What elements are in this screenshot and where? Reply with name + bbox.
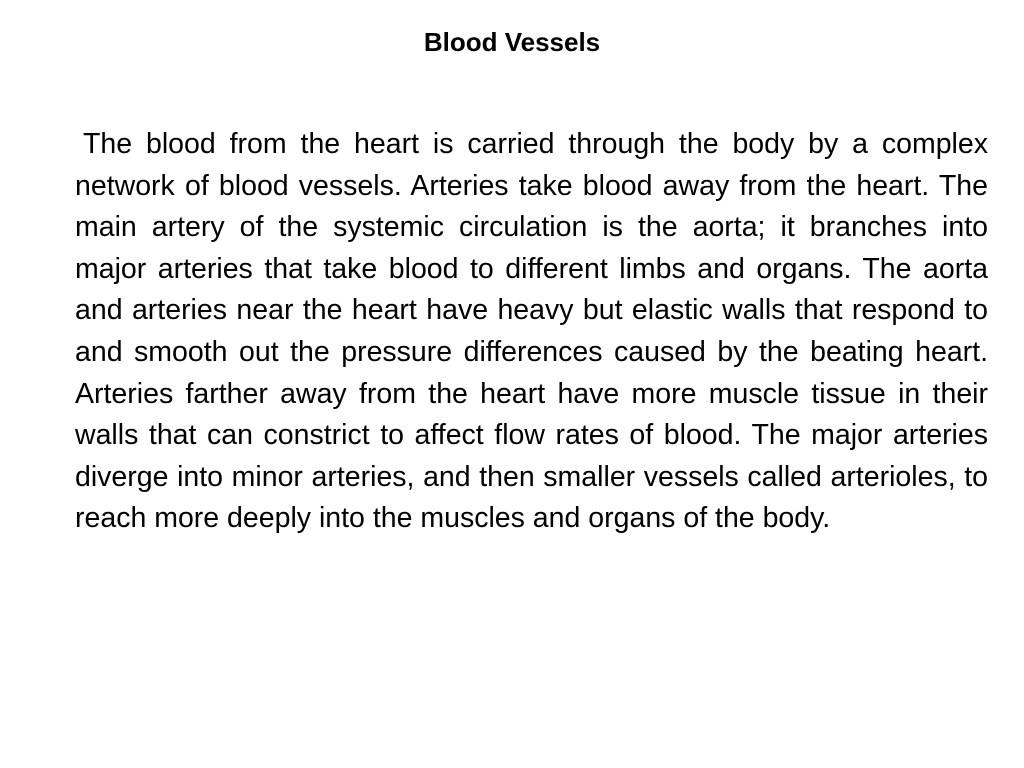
slide-title: Blood Vessels (423, 27, 601, 57)
body-paragraph: The blood from the heart is carried through the body by a complex network of blood vessels. Arteries take blood away from the heart. The main artery of the systemic circulation is the aorta; it branches into major arteries that take blood to different limbs and organs. The aorta and arteries near the heart have heavy but elastic walls that respond to and smooth out the pressure differences caused by the beating heart. Arteries farther away from the heart have more muscle tissue in their walls that can constrict to affect flow rates of blood. The major arteries diverge into minor arteries, and then smaller vessels called arterioles, to reach more deeply into the muscles and organs of the body. (75, 128, 988, 535)
